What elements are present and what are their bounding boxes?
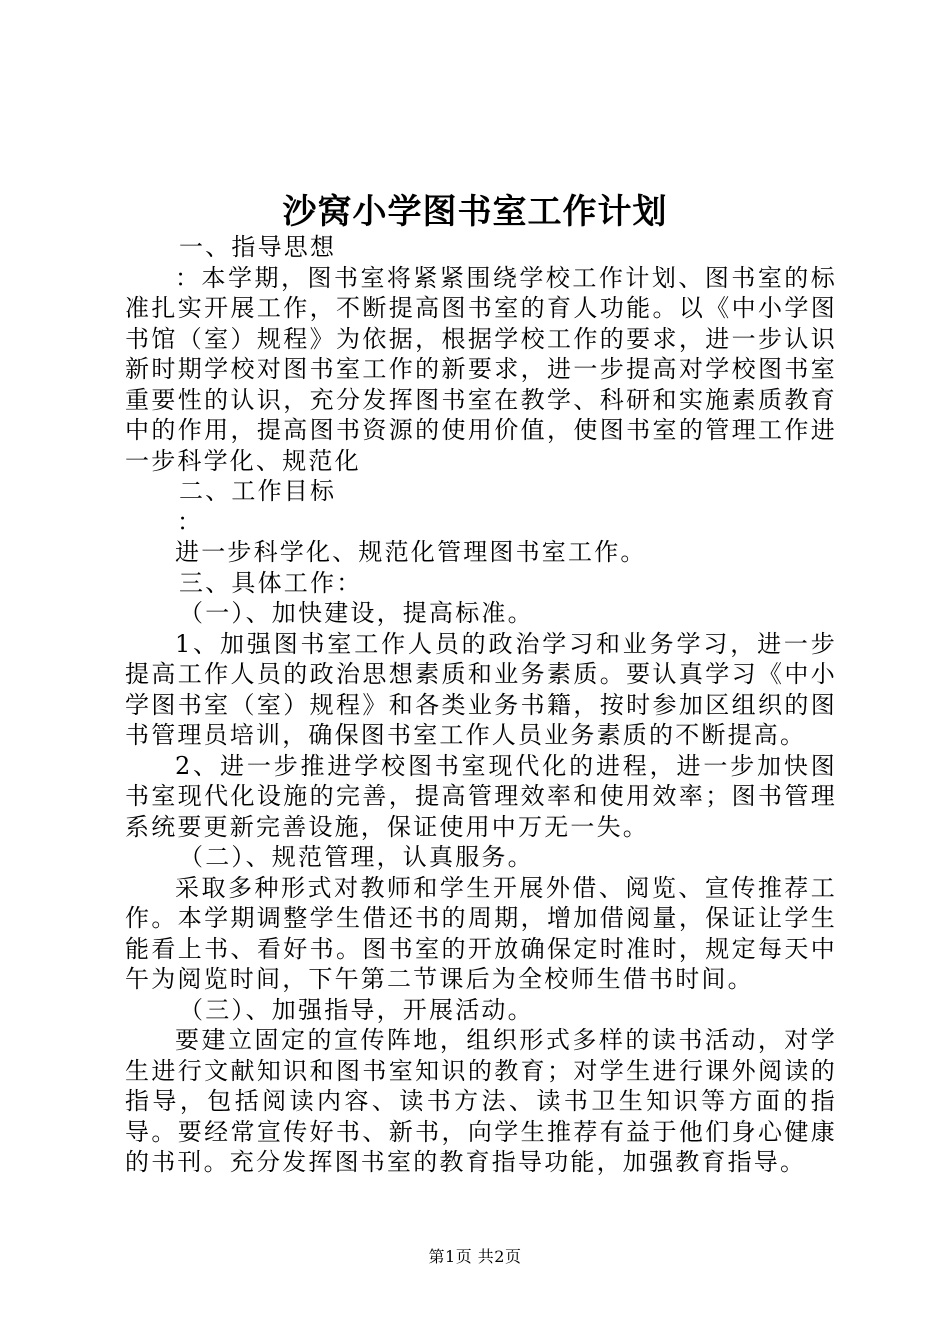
subsection-heading-guidance: （三）、加强指导，开展活动。: [179, 995, 534, 1024]
paragraph-guidance: 要建立固定的宣传阵地，组织形式多样的读书活动，对学生进行文献知识和图书室知识的教育；对学生进行课外阅读的指导，包括阅读内容、读书方法、读书卫生知识等方面的指导。要经常宣传好书、新书，向学生推荐有益于他们身心健康的书刊。充分发挥图书室的教育指导功能，加强教育指导。: [125, 1026, 837, 1176]
paragraph-colon: ：: [177, 507, 204, 536]
subsection-heading-construction: （一）、加快建设，提高标准。: [179, 599, 534, 627]
paragraph-item-1: 1、加强图书室工作人员的政治学习和业务学习，进一步提高工作人员的政治思想素质和业务素质。要认真学习《中小学图书室（室）规程》和各类业务书籍，按时参加区组织的图书管理员培训，确保图书室工作人员业务素质的不断提高。: [125, 629, 837, 749]
document-body: [125, 232, 837, 1178]
paragraph-item-2: 2、进一步推进学校图书室现代化的进程，进一步加快图书室现代化设施的完善，提高管理效率和使用效率；图书管理系统要更新完善设施，保证使用中万无一失。: [125, 751, 837, 841]
paragraph-guiding-ideology: ：本学期，图书室将紧紧围绕学校工作计划、图书室的标准扎实开展工作，不断提高图书室的育人功能。以《中小学图书馆（室）规程》为依据，根据学校工作的要求，进一步认识新时期学校对图书室工作的新要求，进一步提高对学校图书室重要性的认识，充分发挥图书室在教学、科研和实施素质教育中的作用，提高图书资源的使用价值，使图书室的管理工作进一步科学化、规范化: [125, 263, 837, 475]
paragraph-management: 采取多种形式对教师和学生开展外借、阅览、宣传推荐工作。本学期调整学生借还书的周期，增加借阅量，保证让学生能看上书、看好书。图书室的开放确保定时准时，规定每天中午为阅览时间，下午第二节课后为全校师生借书时间。: [125, 873, 837, 993]
section-heading-guiding-ideology: 一、指导思想: [179, 233, 337, 261]
subsection-heading-management: （二）、规范管理，认真服务。: [179, 843, 534, 871]
page-footer: 第1页 共2页: [428, 1247, 522, 1266]
section-heading-specific-work: 三、具体工作：: [179, 568, 363, 597]
document-title: 沙窝小学图书室工作计划: [282, 192, 668, 232]
paragraph-work-goals: 进一步科学化、规范化管理图书室工作。: [175, 538, 647, 566]
section-heading-work-goals: 二、工作目标: [179, 477, 337, 505]
